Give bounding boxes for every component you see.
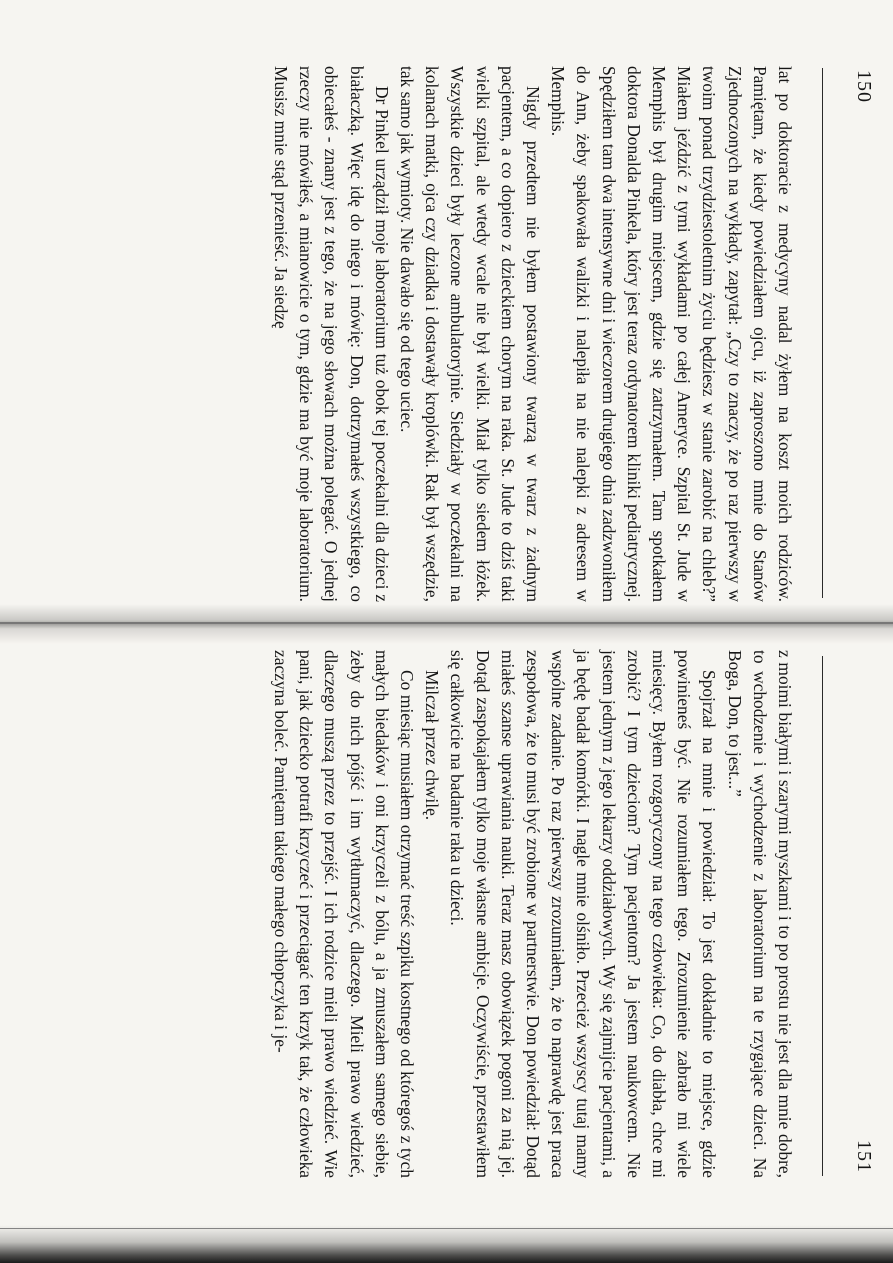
- left-page-text: [268, 66, 797, 602]
- page-number-left: 150: [853, 70, 875, 103]
- paragraph: Co miesiąc musiałem otrzymać treść szpiku kostnego od któregoś z tych małych biedaków i oni krzyczeli z bólu, a ja zmuszałem samego siebie, żeby do nich pójść i im wytłumaczyć, dlaczego. Mieli prawo wiedzieć, dlaczego muszą przez to przejść. I ich rodzice mieli prawo wiedzieć. Wie pani, jak dziecko potrafi krzyczeć i przeciągać ten krzyk tak, że człowieka zaczyna boleć. Pamiętam takiego małego chłopczyka i je-: [270, 650, 417, 1178]
- right-page-text: [268, 650, 797, 1178]
- paragraph: z moimi białymi i szarymi myszkami i to po prostu nie jest dla mnie dobre, to wchodzenie i wychodzenie z laboratorium na te rzygające dzieci. Na Boga, Don, to jest...”: [724, 650, 795, 1178]
- book-gutter: [0, 604, 893, 644]
- header-rule-left: [822, 68, 823, 598]
- paragraph: Dr Pinkel urządził moje laboratorium tuż obok tej poczekalni dla dzieci z białaczką. Więc idę do niego i mówię: Don, dotrzymałeś wszystkiego, co obiecałeś - znany jest z tego, że na jego słowach można polegać. O jednej rzeczy nie mówiłeś, a mianowicie o tym, gdzie ma być moje laboratorium. Musisz mnie stąd przenieść. Ja siedzę: [270, 66, 392, 602]
- right-page: [0, 640, 893, 1263]
- paragraph: Milczał przez chwilę.: [422, 670, 443, 821]
- header-rule-right: [822, 656, 823, 1176]
- paragraph: lat po doktoracie z medycyny nadal żyłem na koszt moich rodziców. Pamiętam, że kiedy powiedziałem ojcu, iż zaproszono mnie do Stanów Zjednoczonych na wykłady, zapytał: „Czy to znaczy, że po raz pierwszy w twoim ponad trzydziestoletnim życiu będziesz w stanie zarobić na chleb?” Miałem jeździć z tymi wykładami po całej Ameryce. Szpital St. Jude w Memphis był drugim miejscem, gdzie się zatrzymałem. Tam spotkałem doktora Donalda Pinkela, który jest teraz ordynatorem kliniki pediatrycznej. Spędziłem tam dwa intensywne dni i wieczorem drugiego dnia zadzwoniłem do Ann, żeby spakowała walizki i nalepiła na nie nalepki z adresem w Memphis.: [548, 66, 795, 602]
- gutter-line: [0, 622, 893, 624]
- page-number-right: 151: [853, 1140, 875, 1173]
- scan-edge-shadow: [0, 1225, 893, 1263]
- paragraph: Nigdy przedtem nie byłem postawiony twarzą w twarz z żadnym pacjentem, a co dopiero z dzieckiem chorym na raka. St. Jude to dziś taki wielki szpital, ale wtedy wcale nie był wielki. Miał tylko siedem łóżek. Wszystkie dzieci były leczone ambulatoryjnie. Siedziały w poczekalni na kolanach matki, ojca czy dziadka i dostawały kroplówki. Rak był wszędzie, tak samo jak wymioty. Nie dawało się od tego uciec.: [396, 66, 543, 602]
- paragraph: Spojrzał na mnie i powiedział: To jest dokładnie to miejsce, gdzie powinieneś być. Nie rozumiałem tego. Zrozumienie zabrało mi wiele miesięcy. Byłem rozgoryczony na tego człowieka: Co, do diabła, chce mi zrobić? I tym dzieciom? Tym pacjentom? Ja jestem naukowcem. Nie jestem jednym z jego lekarzy oddziałowych. Wy się zajmijcie pacjentami, a ja będę badał komórki. I nagle mnie olśniło. Przecież wszyscy tutaj mamy wspólne zadanie. Po raz pierwszy zrozumiałem, że to naprawdę jest praca zespołowa, że to musi być zrobione w partnerstwie. Don powiedział: Dotąd miałeś szanse uprawiania nauki. Teraz masz obowiązek pogoni za nią jej. Dotąd zaspokajałem tylko moje własne ambicje. Oczywiście, przestawiłem się całkowicie na badanie raka u dzieci.: [447, 650, 720, 1178]
- left-page: [0, 0, 893, 620]
